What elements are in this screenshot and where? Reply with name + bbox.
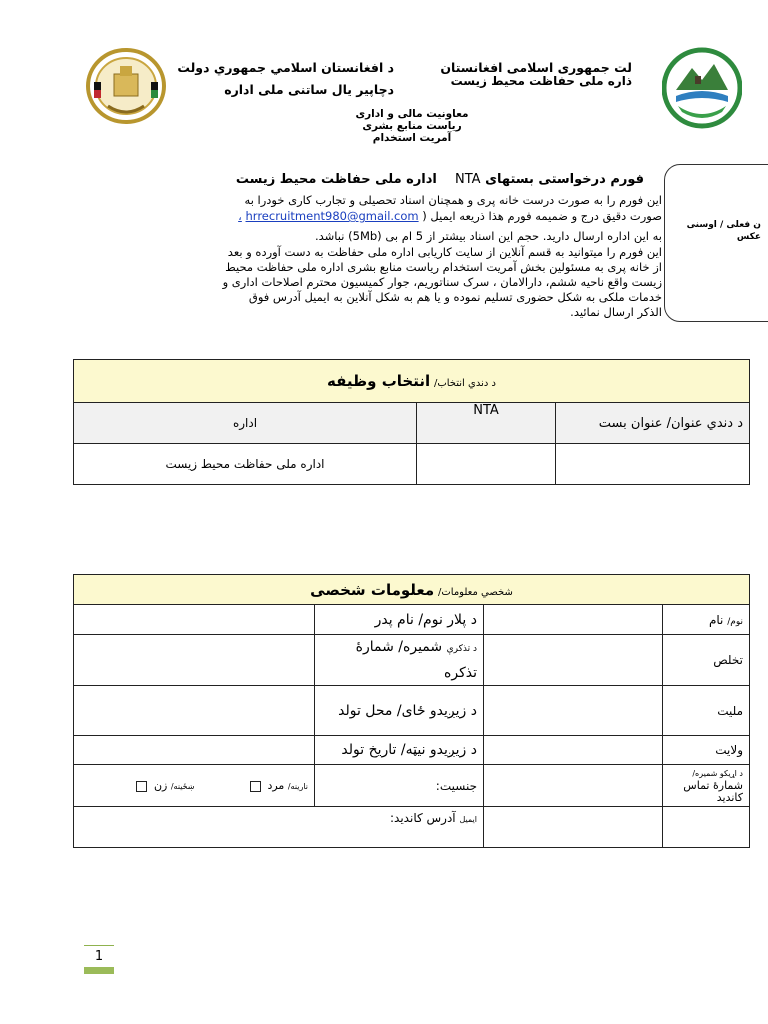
dob-label: د زیږیدو نیټه/ تاریخ تولد: [315, 736, 484, 765]
photo-box: [664, 164, 768, 322]
instructions-line3: به این اداره ارسال دارید. حجم این اسناد بیشتر از 5 ام بی (5Mb) نباشد.: [314, 229, 662, 243]
phone-label-text: شمارهٔ تماس کاندید: [683, 779, 743, 804]
phone-field[interactable]: [484, 765, 663, 807]
job-section-title-big: انتخاب وظیفه: [327, 372, 431, 390]
father-name-label: د پلار نوم/ نام پدر: [315, 605, 484, 635]
header-center-line2: ریاست منابع بشری: [362, 120, 462, 132]
male-label: مرد: [267, 779, 285, 792]
row-contact: [74, 765, 750, 807]
personal-info-table: [73, 574, 750, 848]
male-option[interactable]: [243, 779, 308, 792]
row-name: [74, 605, 750, 635]
instructions-line6: زیست واقع ناحیه ششم، دارالامان ، سرک سناتوریم، جوار کمیسیون محترم اصلاحات اداری و: [222, 275, 662, 289]
male-label-small: نارینه/: [287, 782, 308, 791]
tazkira-field[interactable]: [74, 635, 315, 686]
birthplace-label: د زیږیدو ځای/ محل تولد: [315, 686, 484, 736]
tazkira-label: [315, 635, 484, 686]
father-name-field[interactable]: [74, 605, 315, 635]
page-number: 1: [94, 949, 104, 964]
recruitment-email-link[interactable]: hrrecruitment980@gmail.com: [245, 209, 419, 223]
form-title: [184, 172, 644, 187]
name-label-text: نام: [708, 612, 724, 627]
header-center-line3: آمریت استخدام: [372, 132, 452, 144]
birthplace-field[interactable]: [74, 686, 315, 736]
header-right-line2: ذاره ملی حفاظت محیط زیست: [450, 74, 632, 88]
surname-field[interactable]: [484, 635, 663, 686]
email-link[interactable]: ،: [238, 209, 242, 223]
instructions-line1: این فورم را به صورت درست خانه پری و همچنان اسناد تحصیلی و تجارب کاری خودرا به: [244, 193, 662, 207]
header-left-line1: د افغانستان اسلامي جمهوري دولت: [177, 60, 394, 75]
province-label: ولایت: [663, 736, 750, 765]
header-left-line2: دچاپیر یال ساتنی ملی اداره: [224, 82, 394, 97]
name-label: [663, 605, 750, 635]
instructions-line8: الذکر ارسال نمائید.: [570, 305, 662, 319]
job-value-row: [74, 444, 750, 485]
job-header-row: [74, 403, 750, 444]
nta-header: NTA: [417, 403, 556, 444]
province-field[interactable]: [484, 736, 663, 765]
nta-value-field[interactable]: [417, 444, 556, 485]
gender-label: جنسیت:: [315, 765, 484, 807]
nationality-field[interactable]: [484, 686, 663, 736]
dob-field[interactable]: [74, 736, 315, 765]
form-title-prefix: فورم درخواستی بستهای: [485, 172, 644, 187]
gender-options: [74, 765, 315, 807]
email-field[interactable]: [74, 807, 484, 848]
surname-label: تخلص: [663, 635, 750, 686]
email-spare-cell: [484, 807, 663, 848]
header-center-line1: معاونیت مالی و اداری: [355, 108, 469, 120]
email-label-small: ایمیل: [459, 815, 477, 824]
tazkira-label-small: د تذکرې: [446, 644, 477, 654]
position-title-field[interactable]: [556, 444, 750, 485]
phone-label: [663, 765, 750, 807]
form-title-suffix: اداره ملی حفاظت محیط زیست: [235, 172, 437, 187]
page-number-bar: [84, 967, 114, 974]
job-section-title: [74, 360, 750, 403]
department-value: اداره ملی حفاظت محیط زیست: [74, 444, 417, 485]
nationality-label: ملیت: [663, 686, 750, 736]
female-checkbox[interactable]: [136, 781, 147, 792]
instructions-line2-text: صورت دقیق درج و ضمیمه فورم هذا ذریعه ایمیل (: [422, 209, 662, 223]
row-email: [74, 807, 750, 848]
email-label: آدرس کاندید:: [390, 811, 456, 825]
female-label: زن: [153, 779, 168, 792]
female-option[interactable]: [133, 779, 194, 792]
male-checkbox[interactable]: [250, 781, 261, 792]
instructions-line2: [170, 209, 662, 225]
personal-section-title-small: شخصي معلومات/: [437, 586, 513, 598]
instructions-line7: خدمات ملکی به شکل حضوری تسلیم نموده و یا هم به شکل آنلاین به ایمیل آدرس فوق: [248, 290, 662, 304]
name-label-small: نوم/: [727, 616, 743, 627]
personal-section-title-big: معلومات شخصی: [310, 580, 435, 599]
row-surname: [74, 635, 750, 686]
job-section-title-small: د دندي انتخاب/: [433, 378, 496, 389]
phone-label-small: د اړیکو شمیره/: [692, 769, 743, 778]
tazkira-label-text: شمیره/ شمارهٔ تذکره: [355, 639, 477, 681]
photo-label: ن فعلی / اوسنی عکس: [686, 220, 761, 242]
name-field[interactable]: [484, 605, 663, 635]
instructions-line5: از خانه پری به مسئولین بخش آمریت استخدام ریاست منابع بشری اداره ملی حفاظت محیط: [225, 260, 662, 274]
afghanistan-emblem: [84, 44, 168, 126]
nepa-logo: [662, 40, 742, 136]
female-label-small: ښځینه/: [170, 782, 195, 791]
job-selection-table: [73, 359, 750, 485]
email-side-cell: [663, 807, 750, 848]
row-province: [74, 736, 750, 765]
row-nationality: [74, 686, 750, 736]
personal-section-title: [74, 575, 750, 605]
header-right-line1: لت جمهوری اسلامی افغانستان: [440, 60, 632, 75]
instructions-line4: این فورم را میتوانید به قسم آنلاین از سایت کاریابی اداره ملی حفاظت به دست آورده و بعد: [227, 245, 662, 259]
department-header: اداره: [74, 403, 417, 444]
form-title-nta: NTA: [455, 172, 481, 187]
position-title-header: د دندي عنوان/ عنوان بست: [556, 403, 750, 444]
